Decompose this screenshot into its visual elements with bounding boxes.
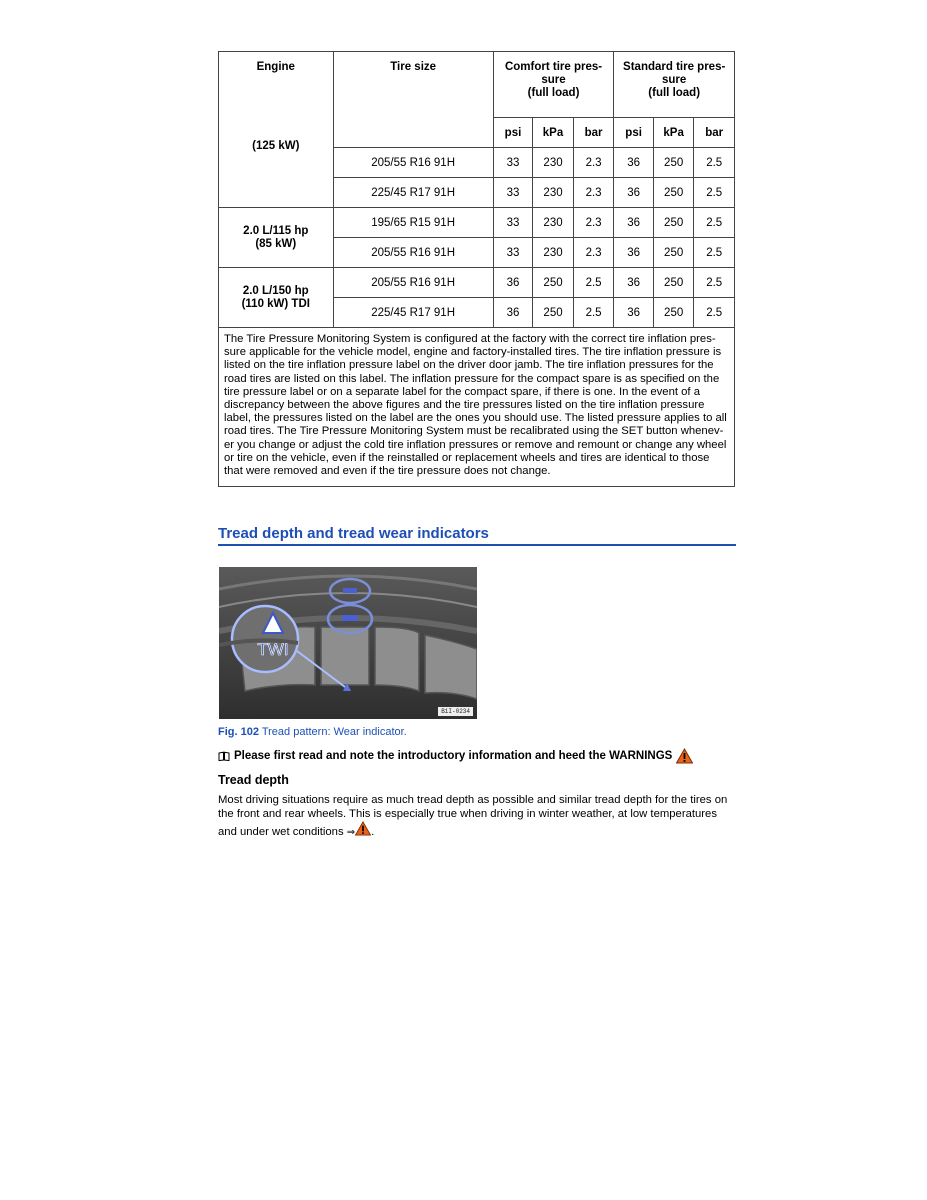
figure-code: B1I-0234 xyxy=(438,707,473,716)
comfort-kpa-cell: 250 xyxy=(533,268,574,298)
table-note-row xyxy=(219,328,735,487)
tire-pressure-table xyxy=(218,51,735,487)
warning-icon[interactable] xyxy=(355,821,371,836)
book-icon xyxy=(218,751,230,761)
tread-depth-heading: Tread depth xyxy=(218,773,289,787)
standard-bar-cell: 2.5 xyxy=(694,238,735,268)
comfort-psi-cell: 33 xyxy=(493,148,533,178)
tire-size-cell: 225/45 R17 91H xyxy=(333,178,493,208)
comfort-kpa-cell: 230 xyxy=(533,238,574,268)
standard-bar-cell: 2.5 xyxy=(694,148,735,178)
unit-bar: bar xyxy=(573,118,614,148)
standard-kpa-cell: 250 xyxy=(653,208,694,238)
standard-psi-cell: 36 xyxy=(614,268,654,298)
warning-icon[interactable] xyxy=(676,748,693,764)
figure-number: Fig. 102 xyxy=(218,726,259,738)
comfort-kpa-cell: 250 xyxy=(533,298,574,328)
tread-depth-paragraph: Most driving situations require as much tread depth as possible and similar tread depth for the tires on the front and rear wheels. This is especially true when driving in winter weather, at low temperatures and under wet conditions ⇒ . xyxy=(218,794,728,838)
figure-caption-text: Tread pattern: Wear indicator. xyxy=(261,726,407,738)
tire-size-cell: 205/55 R16 91H xyxy=(333,238,493,268)
header-standard-pressure: Standard tire pres- sure (full load) xyxy=(614,52,735,118)
tire-size-cell: 205/55 R16 91H xyxy=(333,268,493,298)
table-header-row xyxy=(219,52,735,118)
standard-bar-cell: 2.5 xyxy=(694,268,735,298)
standard-bar-cell: 2.5 xyxy=(694,208,735,238)
tire-size-cell: 205/55 R16 91H xyxy=(333,148,493,178)
section-title: Tread depth and tread wear indicators xyxy=(218,525,736,546)
unit-kpa: kPa xyxy=(653,118,694,148)
standard-kpa-cell: 250 xyxy=(653,298,694,328)
unit-psi: psi xyxy=(614,118,654,148)
standard-kpa-cell: 250 xyxy=(653,178,694,208)
comfort-psi-cell: 36 xyxy=(493,298,533,328)
notice-text: Please first read and note the introductory information and heed the WARNINGS xyxy=(234,750,673,762)
unit-kpa: kPa xyxy=(533,118,574,148)
figure-caption xyxy=(218,726,407,738)
tire-size-cell: 225/45 R17 91H xyxy=(333,298,493,328)
comfort-psi-cell: 33 xyxy=(493,238,533,268)
tread-illustration xyxy=(219,567,477,719)
comfort-bar-cell: 2.3 xyxy=(573,208,614,238)
standard-psi-cell: 36 xyxy=(614,298,654,328)
table-row xyxy=(219,268,735,298)
unit-bar: bar xyxy=(694,118,735,148)
engine-cell: 2.0 L/150 hp (110 kW) TDI xyxy=(219,268,334,328)
comfort-kpa-cell: 230 xyxy=(533,208,574,238)
comfort-bar-cell: 2.3 xyxy=(573,238,614,268)
twi-label: TWI xyxy=(257,640,289,659)
standard-kpa-cell: 250 xyxy=(653,148,694,178)
read-warnings-notice xyxy=(218,748,693,764)
standard-psi-cell: 36 xyxy=(614,178,654,208)
comfort-bar-cell: 2.3 xyxy=(573,178,614,208)
unit-psi: psi xyxy=(493,118,533,148)
header-tire-size: Tire size xyxy=(333,52,493,148)
header-engine: Engine xyxy=(219,52,334,148)
tpms-note: The Tire Pressure Monitoring System is configured at the factory with the correct tire inflation pres- sure applicable for the vehicle model, engine and factory-installed tires. The tire inflation pressure is listed on the tire inflation pressure label on the driver door jamb. The tire inflation pressures for the road tires are listed on this label. The inflation pressure for the compact spare is as specified on the tire pressure label or on a separate label for the compact spare, if there is one. In the event of a discrepancy between the above figures and the tire pressures listed on the tire inflation pressure label, the pressures listed on the label are the ones you should use. The listed pressure applies to all road tires. The Tire Pressure Monitoring System must be recalibrated using the SET button whenev- er you change or adjust the cold tire inflation pressures or remove and remount or change any wheel or tire on the vehicle, even if the reinstalled or replacement wheels and tires are identical to those that were removed and even if the tire pressure does not change. xyxy=(219,328,735,487)
standard-psi-cell: 36 xyxy=(614,148,654,178)
engine-cell: (125 kW) xyxy=(219,148,334,208)
comfort-psi-cell: 33 xyxy=(493,208,533,238)
comfort-psi-cell: 33 xyxy=(493,178,533,208)
standard-kpa-cell: 250 xyxy=(653,268,694,298)
header-comfort-pressure: Comfort tire pres- sure (full load) xyxy=(493,52,614,118)
standard-bar-cell: 2.5 xyxy=(694,178,735,208)
comfort-kpa-cell: 230 xyxy=(533,178,574,208)
standard-kpa-cell: 250 xyxy=(653,238,694,268)
tread-wear-figure xyxy=(219,567,477,719)
standard-psi-cell: 36 xyxy=(614,208,654,238)
tire-size-cell: 195/65 R15 91H xyxy=(333,208,493,238)
table-row xyxy=(219,148,735,178)
comfort-bar-cell: 2.3 xyxy=(573,148,614,178)
comfort-bar-cell: 2.5 xyxy=(573,298,614,328)
standard-psi-cell: 36 xyxy=(614,238,654,268)
table-row xyxy=(219,208,735,238)
arrow-icon: ⇒ xyxy=(346,827,356,838)
engine-cell: 2.0 L/115 hp (85 kW) xyxy=(219,208,334,268)
comfort-kpa-cell: 230 xyxy=(533,148,574,178)
comfort-psi-cell: 36 xyxy=(493,268,533,298)
comfort-bar-cell: 2.5 xyxy=(573,268,614,298)
standard-bar-cell: 2.5 xyxy=(694,298,735,328)
